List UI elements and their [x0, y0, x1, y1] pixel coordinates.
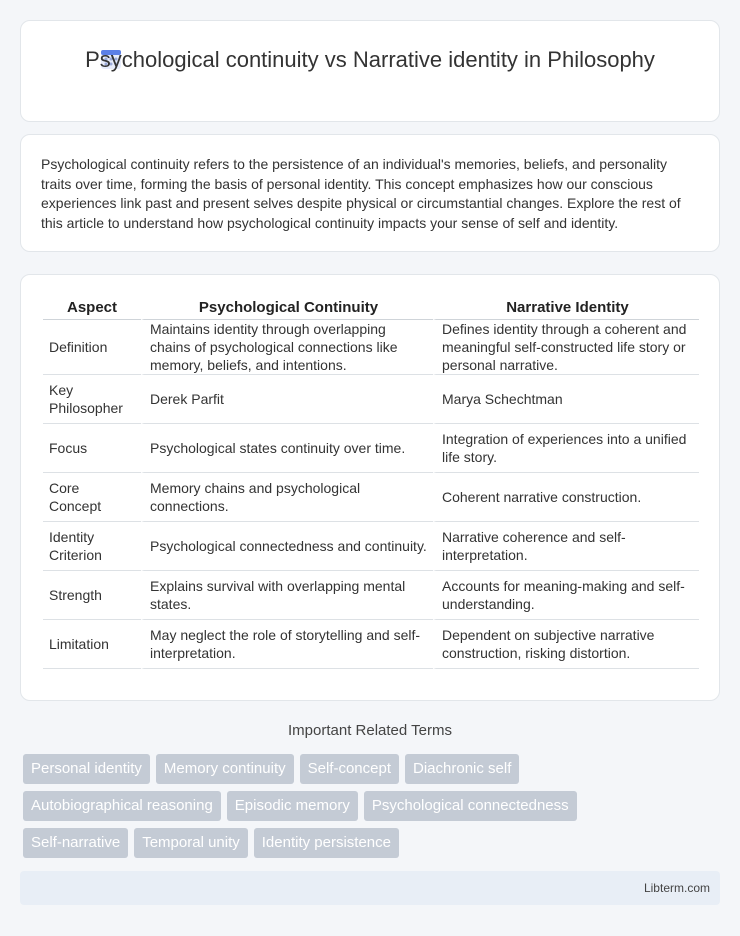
related-term-tag[interactable]: Autobiographical reasoning	[23, 791, 221, 821]
continuity-cell: Maintains identity through overlapping chains of psychological connections like memory, beliefs, and intentions.	[141, 320, 433, 375]
comparison-card	[20, 274, 720, 701]
related-term-tag[interactable]: Personal identity	[23, 754, 150, 784]
related-terms-heading: Important Related Terms	[288, 722, 452, 739]
narrative-cell: Defines identity through a coherent and meaningful self-constructed life story or personal narrative.	[433, 320, 699, 375]
narrative-cell: Marya Schechtman	[433, 375, 699, 424]
table-row	[43, 473, 699, 522]
narrative-cell: Coherent narrative construction.	[433, 473, 699, 522]
continuity-cell: Psychological states continuity over time.	[141, 424, 433, 473]
related-term-tag[interactable]: Memory continuity	[156, 754, 294, 784]
header-psychological-continuity: Psychological Continuity	[141, 295, 433, 320]
aspect-cell: Core Concept	[43, 473, 141, 522]
table-row	[43, 522, 699, 571]
title-card	[20, 20, 720, 122]
aspect-cell: Limitation	[43, 620, 141, 669]
continuity-cell: May neglect the role of storytelling and self-interpretation.	[141, 620, 433, 669]
table-row	[43, 571, 699, 620]
aspect-cell: Strength	[43, 571, 141, 620]
related-term-tag[interactable]: Episodic memory	[227, 791, 358, 821]
related-term-tag[interactable]: Psychological connectedness	[364, 791, 577, 821]
aspect-cell: Identity Criterion	[43, 522, 141, 571]
related-term-tag[interactable]: Self-narrative	[23, 828, 128, 858]
intro-card	[20, 134, 720, 252]
header-aspect: Aspect	[43, 295, 141, 320]
narrative-cell: Accounts for meaning-making and self-understanding.	[433, 571, 699, 620]
footer-bar	[20, 871, 720, 905]
narrative-cell: Narrative coherence and self-interpretation.	[433, 522, 699, 571]
table-row	[43, 320, 699, 375]
table-header-row	[43, 295, 699, 320]
related-terms-list	[23, 754, 623, 865]
intro-paragraph: Psychological continuity refers to the persistence of an individual's memories, beliefs, and personality traits over time, forming the basis of personal identity. This concept emphasizes how our conscious experiences link past and present selves despite physical or circumstantial changes. Explore the rest of this article to understand how psychological continuity impacts your sense of self and identity.	[41, 156, 681, 231]
header-narrative-identity: Narrative Identity	[433, 295, 699, 320]
page-title: Psychological continuity vs Narrative identity in Philosophy	[85, 47, 655, 72]
related-term-tag[interactable]: Temporal unity	[134, 828, 248, 858]
footer-site-link[interactable]: Libterm.com	[643, 881, 710, 895]
related-term-tag[interactable]: Diachronic self	[405, 754, 519, 784]
continuity-cell: Psychological connectedness and continuity.	[141, 522, 433, 571]
continuity-cell: Memory chains and psychological connections.	[141, 473, 433, 522]
aspect-cell: Key Philosopher	[43, 375, 141, 424]
continuity-cell: Explains survival with overlapping mental states.	[141, 571, 433, 620]
related-term-tag[interactable]: Identity persistence	[254, 828, 399, 858]
related-term-tag[interactable]: Self-concept	[300, 754, 399, 784]
aspect-cell: Focus	[43, 424, 141, 473]
comparison-table	[43, 295, 699, 669]
table-row	[43, 375, 699, 424]
aspect-cell: Definition	[43, 320, 141, 375]
narrative-cell: Dependent on subjective narrative construction, risking distortion.	[433, 620, 699, 669]
narrative-cell: Integration of experiences into a unified life story.	[433, 424, 699, 473]
table-row	[43, 620, 699, 669]
continuity-cell: Derek Parfit	[141, 375, 433, 424]
table-row	[43, 424, 699, 473]
